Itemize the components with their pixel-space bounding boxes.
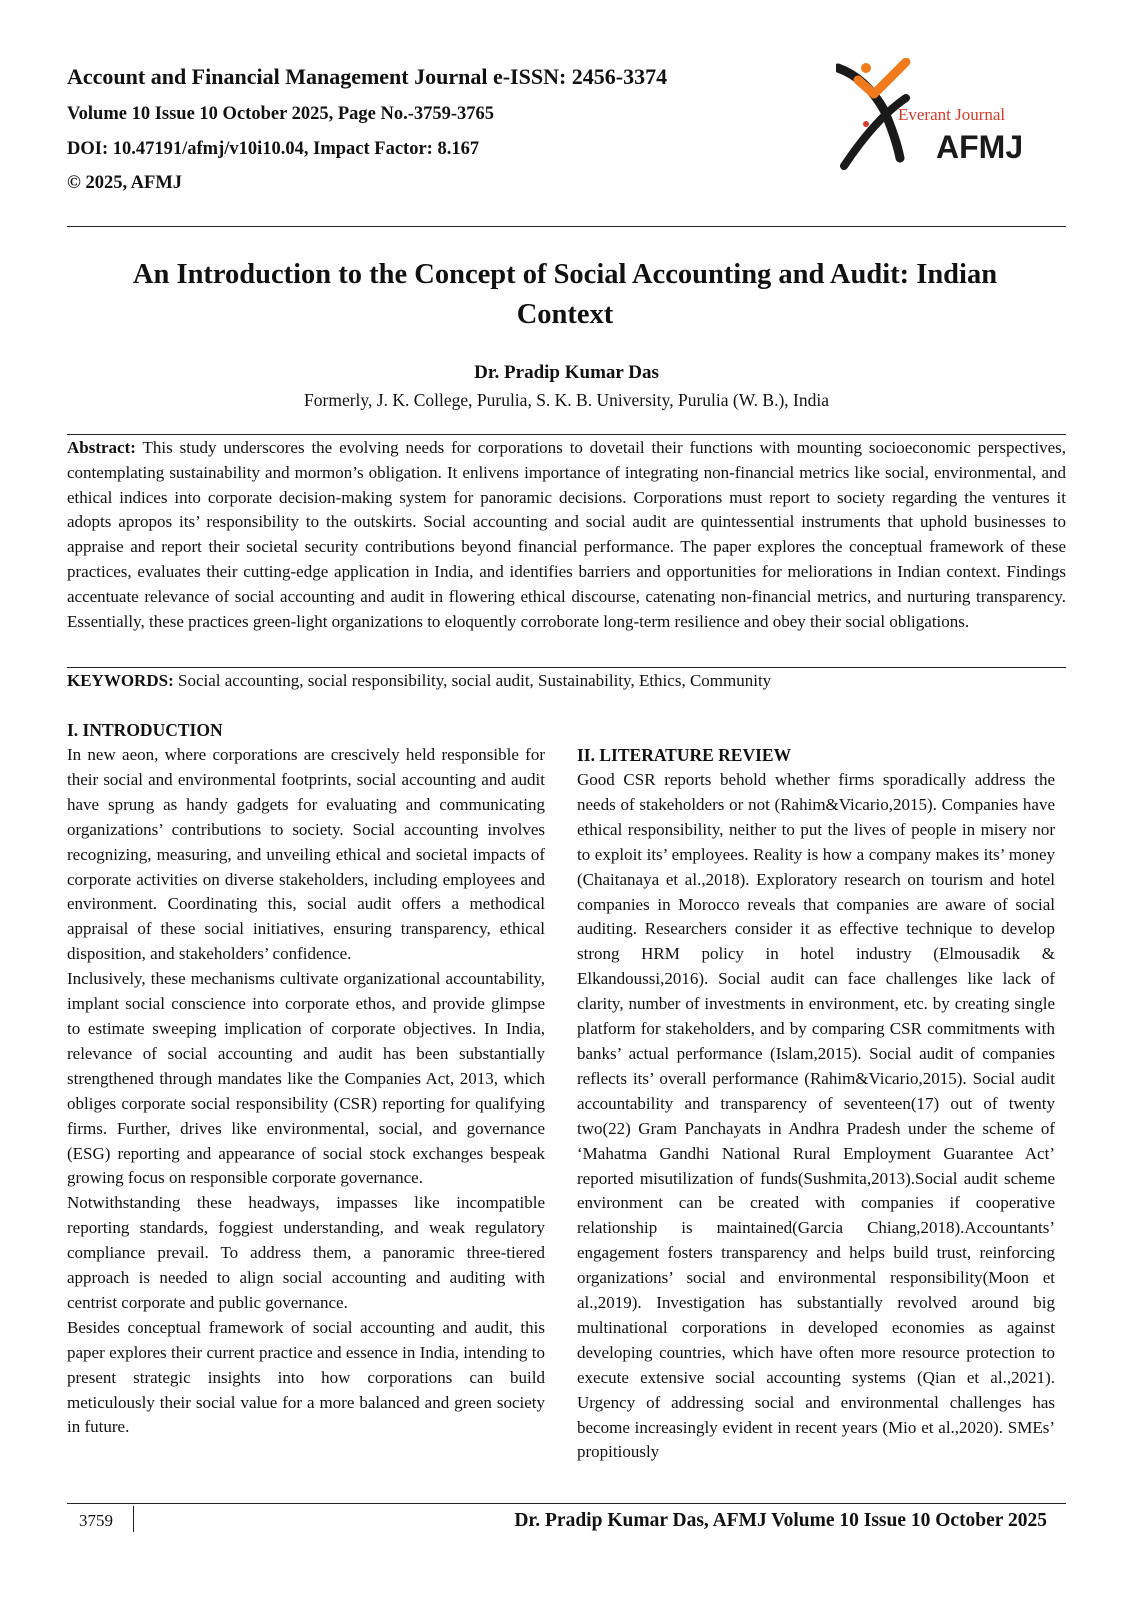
- journal-volume: Volume 10 Issue 10 October 2025, Page No.-3759-3765: [67, 104, 495, 124]
- keywords-label: KEYWORDS:: [67, 671, 174, 690]
- section-heading-literature-review: II. LITERATURE REVIEW: [577, 745, 792, 765]
- footer-citation: Dr. Pradip Kumar Das, AFMJ Volume 10 Issue 10 October 2025: [514, 1510, 1047, 1531]
- abstract-label: Abstract:: [67, 438, 136, 457]
- intro-paragraph: Inclusively, these mechanisms cultivate organizational accountability, implant social conscience into corporate ethos, and provide glimpse to estimate sweeping implication of corporate objectives. In India, relevance of social accounting and audit has been substantially strengthened through mandates like the Companies Act, 2013, which obliges corporate social responsibility (CSR) reporting for qualifying firms. Further, drives like environmental, social, and governance (ESG) reporting and appearance of social stock exchanges bespeak growing focus on responsible corporate governance.: [67, 969, 545, 1188]
- intro-paragraph: Notwithstanding these headways, impasses like incompatible reporting standards, foggiest understanding, and weak regulatory compliance prevail. To address them, a panoramic three-tiered approach is needed to align social accounting and auditing with centrist corporate and public governance.: [67, 1193, 545, 1312]
- journal-logo: [836, 58, 1050, 170]
- abstract-text: This study underscores the evolving needs for corporations to dovetail their functions with mounting socioeconomic perspectives, contemplating sustainability and mormon’s obligation. It enlivens importance of integrating non-financial metrics like social, environmental, and ethical indices into corporate decision-making system for panoramic decisions. Corporations must report to society regarding the ventures it adopts apropos its’ responsibility to the outskirts. Social accounting and social audit are quintessential instruments that uphold businesses to appraise and report their societal security contributions beyond financial performance. The paper explores the conceptual framework of these practices, evaluates their cutting-edge application in India, and identifies barriers and opportunities for meliorations in Indian context. Findings accentuate relevance of social accounting and audit in flowering ethical discourse, catenating non-financial metrics, and nurturing transparency. Essentially, these practices green-light organizations to eloquently corroborate long-term resilience and obey their social obligations.: [67, 438, 1066, 631]
- page-number: 3759: [79, 1511, 113, 1530]
- author-affiliation: Formerly, J. K. College, Purulia, S. K. B. University, Purulia (W. B.), India: [304, 390, 829, 410]
- logo-abbr-text: AFMJ: [936, 129, 1024, 165]
- journal-header: [67, 66, 787, 209]
- journal-copyright: © 2025, AFMJ: [67, 173, 183, 193]
- footer-rule: [67, 1503, 1066, 1504]
- abstract: [67, 436, 1066, 634]
- paper-title: An Introduction to the Concept of Social Accounting and Audit: Indian Context: [132, 259, 998, 330]
- keywords: [67, 669, 1066, 693]
- logo-publisher-text: Everant Journal: [898, 105, 1006, 124]
- abstract-bottom-rule: [67, 667, 1066, 668]
- literature-review-section: [577, 743, 1055, 1465]
- abstract-top-rule: [67, 434, 1066, 435]
- journal-doi: DOI: 10.47191/afmj/v10i10.04, Impact Factor: 8.167: [67, 138, 480, 159]
- intro-paragraph: In new aeon, where corporations are crescively held responsible for their social and environmental footprints, social accounting and audit have sprung as handy gadgets for evaluating and communicating organizations’ contributions to society. Social accounting involves recognizing, measuring, and unveiling ethical and societal impacts of corporate activities on diverse stakeholders, including employees and environment. Coordinating this, social audit offers a methodical appraisal of these social initiatives, ensuring transparency, ethical disposition, and stakeholders’ confidence.: [67, 745, 545, 964]
- introduction-section: [67, 718, 545, 1440]
- author-name: Dr. Pradip Kumar Das: [474, 362, 659, 383]
- keywords-text: Social accounting, social responsibility, social audit, Sustainability, Ethics, Community: [177, 671, 772, 690]
- journal-name: Account and Financial Management Journal e-ISSN: 2456-3374: [67, 64, 668, 89]
- footer-separator: [133, 1506, 134, 1532]
- intro-paragraph: Besides conceptual framework of social accounting and audit, this paper explores their current practice and essence in India, intending to present strategic insights into how corporations can build meticulously their social value for a more balanced and green society in future.: [67, 1317, 545, 1437]
- literature-paragraph: Good CSR reports behold whether firms sporadically address the needs of stakeholders or not (Rahim&Vicario,2015). Companies have ethical responsibility, neither to put the lives of people in misery nor to exploit its’ employees. Reality is how a company makes its’ money (Chaitanaya et al.,2018). Exploratory research on tourism and hotel companies in Morocco reveals that companies are aware of social auditing. Researchers consider it as effective technique to develop strong HRM policy in hotel industry (Elmousadik & Elkandoussi,2016). Social audit can face challenges like lack of clarity, number of investments in environment, etc. by creating single platform for stakeholders, and by comparing CSR commitments with banks’ actual performance (Islam,2015). Social audit of companies reflects its’ overall performance (Rahim&Vicario,2015). Social audit accountability and transparency of seventeen(17) out of twenty two(22) Gram Panchayats in Andhra Pradesh under the scheme of ‘Mahatma Gandhi National Rural Employment Guarantee Act’ reported misutilization of funds(Sushmita,2013).Social audit scheme environment can be created with companies if cooperative relationship is maintained(Garcia Chiang,2018).Accountants’ engagement fosters transparency and helps build trust, reinforcing organizations’ social and environmental responsibility(Moon et al.,2019). Investigation has substantially revolved around big multinational corporations in developed economies as against developing countries, which have often more resource protection to execute extensive social accounting systems (Qian et al.,2021). Urgency of addressing social and environmental challenges has become increasingly evident in recent years (Mio et al.,2020). SMEs’ propitiously: [577, 770, 1055, 1462]
- section-heading-introduction: I. INTRODUCTION: [67, 720, 223, 740]
- header-rule: [67, 226, 1066, 227]
